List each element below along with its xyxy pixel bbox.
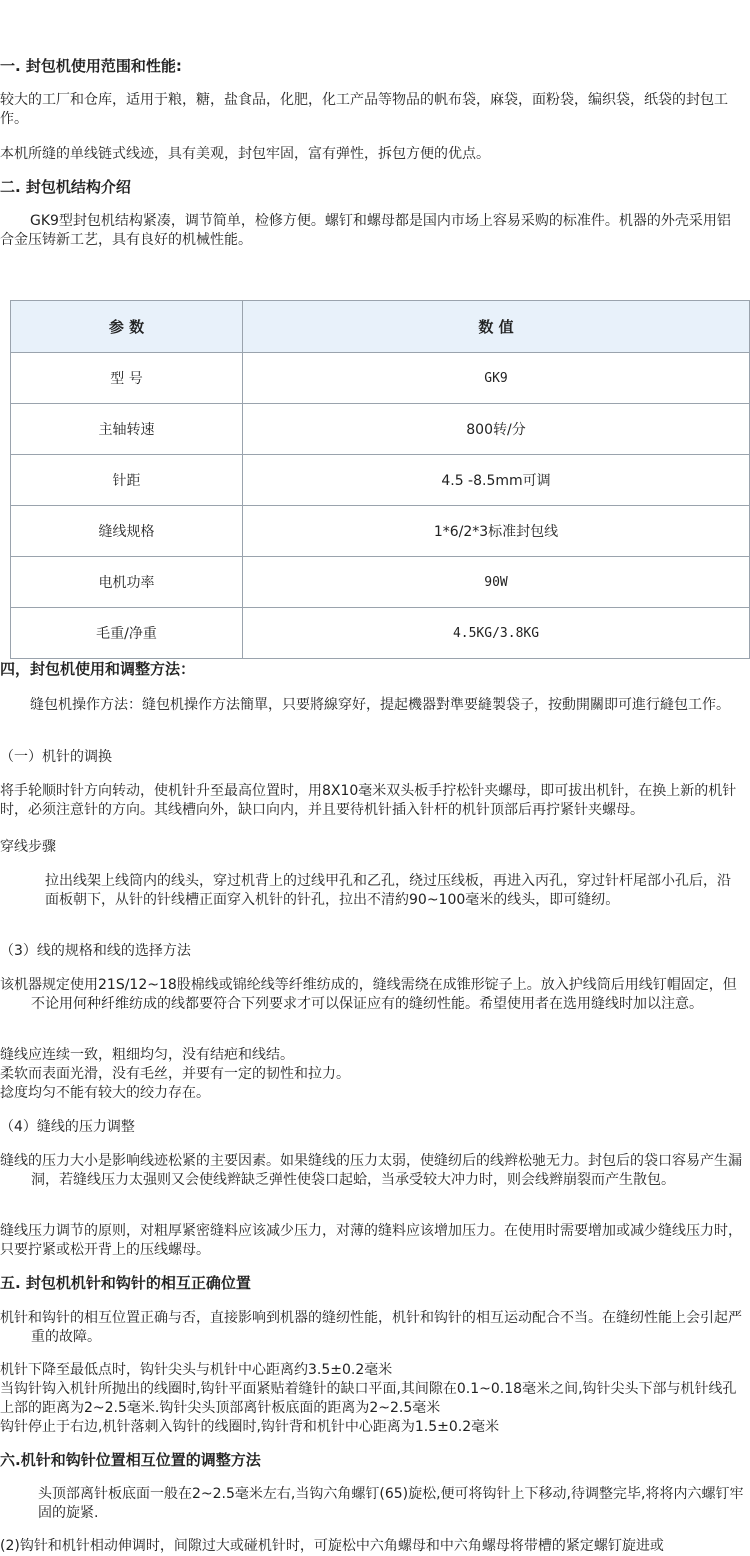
- table-cell-param: 主轴转速: [11, 404, 243, 455]
- table-cell-value: 90W: [243, 557, 750, 608]
- section-1-paragraph-1: 较大的工厂和仓库，适用于粮，糖，盐食品，化肥，化工产品等物品的帆布袋，麻袋，面粉袋，编织袋，纸袋的封包工作。: [0, 92, 728, 127]
- section-4-operation-paragraph: 缝包机操作方法：缝包机操作方法簡單，只要將線穿好，提起機器對準要縫製袋子，按動開關即可進行縫包工作。: [30, 697, 730, 713]
- section-6-paragraph-2: (2)钩针和机针相动伸调时，间隙过大或碰机针时，可旋松中六角螺母和中六角螺母将带槽的紧定螺钉旋进或: [0, 1538, 664, 1554]
- thread-pressure-paragraph: 缝线的压力大小是影响线迹松紧的主要因素。如果缝线的压力太弱，使缝纫后的线辫松驰无力。封包后的袋口容易产生漏洞，若缝线压力太强则又会使线辫缺乏弹性使袋口起蛤，当承受较大冲力时，则会线辫崩裂而产生散包。: [0, 1153, 742, 1188]
- table-row: [11, 404, 750, 455]
- table-cell-param: 针距: [11, 455, 243, 506]
- table-cell-param: 缝线规格: [11, 506, 243, 557]
- table-row: [11, 455, 750, 506]
- thread-spec-paragraph: 该机器规定使用21S/12~18股棉线或锦纶线等纤维纺成的，缝线需绕在成锥形锭子上。放入护线筒后用线钉帽固定，但不论用何种纤维纺成的线都要符合下列要求才可以保证应有的缝纫性能。希望使用者在选用缝线时加以注意。: [0, 977, 737, 1012]
- section-5-heading: 五. 封包机机针和钩针的相互正确位置: [0, 1274, 251, 1292]
- pressure-principle-paragraph: 缝线压力调节的原则，对粗厚紧密缝料应该减少压力，对薄的缝料应该增加压力。在使用时需要增加或减少缝线压力时，只要拧紧或松开背上的压线螺母。: [0, 1223, 742, 1258]
- table-row: [11, 608, 750, 659]
- threading-steps-label: 穿线步骤: [0, 839, 56, 855]
- table-cell-param: 毛重/净重: [11, 608, 243, 659]
- table-row: [11, 353, 750, 404]
- thread-requirement-3: 捻度均匀不能有较大的绞力存在。: [0, 1085, 210, 1101]
- thread-requirement-1: 缝线应连续一致，粗细均匀，没有结疤和线结。: [0, 1047, 294, 1063]
- subsection-needle-change-heading: （一）机针的调换: [0, 749, 112, 765]
- table-cell-value: 800转/分: [243, 404, 750, 455]
- thread-requirement-2: 柔软而表面光滑，没有毛丝，并要有一定的韧性和拉力。: [0, 1066, 350, 1082]
- section-5-spec-3: 钩针停止于右边,机针落刺入钩针的线圈时,钩针背和机针中心距离为1.5±0.2毫米: [0, 1419, 500, 1435]
- subsection-thread-spec-heading: （3）线的规格和线的选择方法: [0, 943, 191, 959]
- table-row: [11, 557, 750, 608]
- needle-change-paragraph: 将手轮顺时针方向转动，使机针升至最高位置时，用8X10毫米双头板手拧松针夹螺母，即可拔出机针，在换上新的机针时，必须注意针的方向。其线槽向外，缺口向内，并且要待机针插入针杆的机针顶部后再拧紧针夹螺母。: [0, 783, 737, 818]
- table-header-cell: 数 值: [243, 301, 750, 353]
- table-cell-value: 1*6/2*3标准封包线: [243, 506, 750, 557]
- table-header-cell: 参 数: [11, 301, 243, 353]
- section-6-heading: 六.机针和钩针位置相互位置的调整方法: [0, 1451, 261, 1469]
- section-4-heading: 四，封包机使用和调整方法：: [0, 660, 196, 678]
- table-cell-param: 型 号: [11, 353, 243, 404]
- section-2-heading: 二. 封包机结构介绍: [0, 178, 131, 196]
- section-6-paragraph-1: 头顶部离针板底面一般在2~2.5毫米左右,当钩六角螺钉(65)旋松,便可将钩针上下移动,待调整完毕,将将内六螺钉牢固的旋紧.: [38, 1486, 744, 1521]
- section-5-spec-1: 机针下降至最低点时，钩针尖头与机针中心距离约3.5±0.2毫米: [0, 1362, 393, 1378]
- subsection-thread-pressure-heading: （4）缝线的压力调整: [0, 1119, 135, 1135]
- table-row: [11, 506, 750, 557]
- table-cell-param: 电机功率: [11, 557, 243, 608]
- table-cell-value: GK9: [243, 353, 750, 404]
- section-5-spec-2: 当钩针钩入机针所抛出的线圈时,钩针平面紧贴着缝针的缺口平面,其间隙在0.1~0.18毫米之间,钩针尖头下部与机针线孔上部的距离为2~2.5毫米.钩针尖头顶部离针板底面的距离为2~2.5毫米: [0, 1381, 737, 1416]
- table-cell-value: 4.5 -8.5mm可调: [243, 455, 750, 506]
- section-5-paragraph-1: 机针和钩针的相互位置正确与否，直接影响到机器的缝纫性能，机针和钩针的相互运动配合不当。在缝纫性能上会引起严重的故障。: [0, 1310, 742, 1345]
- section-1-heading: 一. 封包机使用范围和性能:: [0, 57, 182, 75]
- parameter-table: [10, 300, 750, 659]
- section-1-paragraph-2: 本机所缝的单线链式线迹，具有美观，封包牢固，富有弹性，拆包方便的优点。: [0, 146, 490, 162]
- table-header-row: [11, 301, 750, 353]
- table-cell-value: 4.5KG/3.8KG: [243, 608, 750, 659]
- threading-steps-paragraph: 拉出线架上线筒内的线头，穿过机背上的过线甲孔和乙孔，绕过压线板，再进入丙孔，穿过针杆尾部小孔后，沿面板朝下，从针的针线槽正面穿入机针的针孔，拉出不清約90~100毫米的线头，即可缝纫。: [45, 873, 731, 908]
- section-2-paragraph-1: GK9型封包机结构紧凑，调节简单，检修方便。螺钉和螺母都是国内市场上容易采购的标准件。机器的外壳采用铝合金压铸新工艺，具有良好的机械性能。: [0, 213, 731, 248]
